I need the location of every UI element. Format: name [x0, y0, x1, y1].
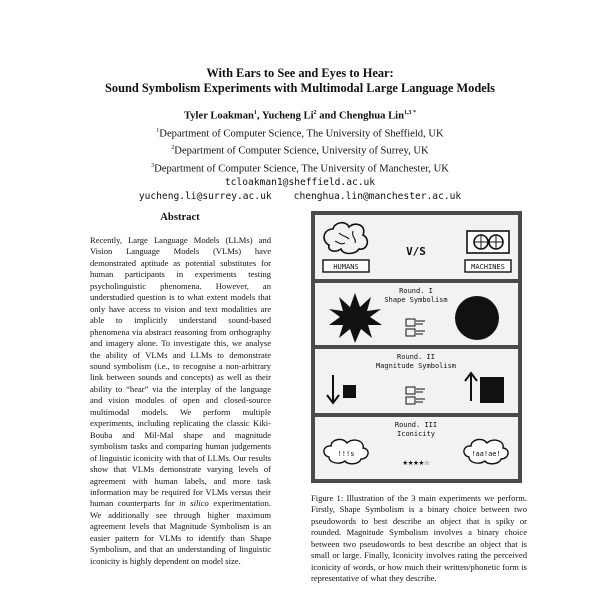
figure-1 [311, 211, 522, 483]
humans-label: HUMANS [333, 263, 359, 271]
abstract-emphasis: in silico [179, 498, 209, 509]
paper-title [0, 66, 600, 96]
checklist-icon [406, 387, 415, 394]
arrow-up-icon [465, 373, 477, 401]
round1-panel [315, 283, 518, 345]
spiky-shape [329, 293, 382, 343]
header-art [315, 215, 518, 279]
author-block [0, 106, 600, 204]
vs-label: V/S [406, 245, 426, 258]
round1-art [315, 283, 518, 345]
author-and: and [319, 110, 337, 122]
figure-caption: Figure 1: Illustration of the 3 main experiments we perform. Firstly, Shape Symbolism is a binary choice between two pseudowords to best describe an object that is spiky or rounded. Magnitude Symbolism involves a binary choice between two pseudowords to best describe an object that is small or large. Finally, Iconicity involves rating the perceived iconicity of words, or how much their written/phonetic form is representative of what they describe. [311, 493, 527, 584]
round1-subtitle: Shape Symbolism [384, 296, 448, 304]
email: yucheng.li@surrey.ac.uk [138, 191, 272, 203]
affiliation: $^2$Department of Computer Science, University of Surrey, UK [171, 145, 429, 157]
abstract-heading: Abstract [160, 212, 200, 223]
machines-label: MACHINES [471, 263, 505, 271]
star-rating: ★★★★☆ [402, 458, 430, 468]
title-line-2: Sound Symbolism Experiments with Multimodal Large Language Models [105, 81, 495, 95]
author-sup: 2 [313, 110, 317, 116]
email-row [0, 190, 600, 204]
author-name: Tyler Loakman [183, 110, 254, 122]
title-line-1: With Ears to See and Eyes to Hear: [206, 66, 394, 80]
round3-subtitle: Iconicity [397, 430, 435, 438]
round2-art [315, 349, 518, 413]
email: tcloakman1@sheffield.ac.uk [224, 177, 376, 189]
figure-header-panel [315, 215, 518, 279]
affiliation: $^3$Department of Computer Science, The University of Manchester, UK [151, 162, 449, 175]
checklist-icon [406, 397, 415, 404]
bubble-left-text: !!!s [337, 450, 355, 458]
brain-icon [324, 223, 367, 254]
checklist-icon [406, 329, 415, 336]
round3-title: Round. III [394, 421, 438, 429]
affiliation: $^1$Department of Computer Science, The University of Sheffield, UK [156, 127, 444, 140]
round2-title: Round. II [397, 353, 435, 361]
small-square [343, 385, 356, 398]
round2-panel [315, 349, 518, 413]
round1-title: Round. I [399, 287, 433, 295]
checklist-icon [406, 319, 415, 326]
large-square [480, 377, 504, 403]
author-name: Yucheng Li [261, 110, 314, 122]
round3-art [315, 417, 518, 479]
gpu-icon [467, 231, 509, 253]
author-sup: 1,3 * [404, 110, 417, 116]
author-names: Tyler Loakman$^1$, Yucheng Li$^2$ and Chenghua Lin$^{1,3 *}$ [183, 110, 417, 122]
round3-panel [315, 417, 518, 479]
rounded-shape [455, 296, 499, 340]
arrow-down-icon [327, 375, 339, 403]
author-name: Chenghua Lin [338, 110, 405, 122]
round2-subtitle: Magnitude Symbolism [375, 362, 457, 370]
email: chenghua.lin@manchester.ac.uk [293, 191, 462, 203]
abstract-body: Recently, Large Language Models (LLMs) and Vision Language Models (VLMs) have demonstrated aptitude as potential substitutes for human participants in experiments testing psycholinguistic phenomena. However, an understudied question is to what extent models that only have access to vision and text modalities are able to implicitly understand sound-based phenomena via abstract reasoning from orthography and imagery alone. To investigate this, we analyse the ability of VLMs and LLMs to demonstrate sound symbolism (i.e., to recognise a non-arbitrary link between sounds and concepts) as well as their ability to “hear” via the interplay of the language and vision modules of open and closed-source multimodal models. We perform multiple experiments, including replicating the classic Kiki-Bouba and Mil-Mal shape and magnitude symbolism tasks and comparing human judgements of linguistic iconicity with that of LLMs. Our results show that VLMs demonstrate varying levels of agreement with human labels, and more task information may be required for VLMs versus their human counterparts for in silico experimentation. We additionally see through higher maximum agreement levels that Magnitude Symbolism is an easier pattern for VLMs to identify than Shape Symbolism, and that an understanding of linguistic iconicity is highly dependent on model size. [90, 235, 271, 566]
author-sup: 1 [253, 110, 257, 116]
bubble-right-text: !aa!ae! [471, 450, 501, 458]
